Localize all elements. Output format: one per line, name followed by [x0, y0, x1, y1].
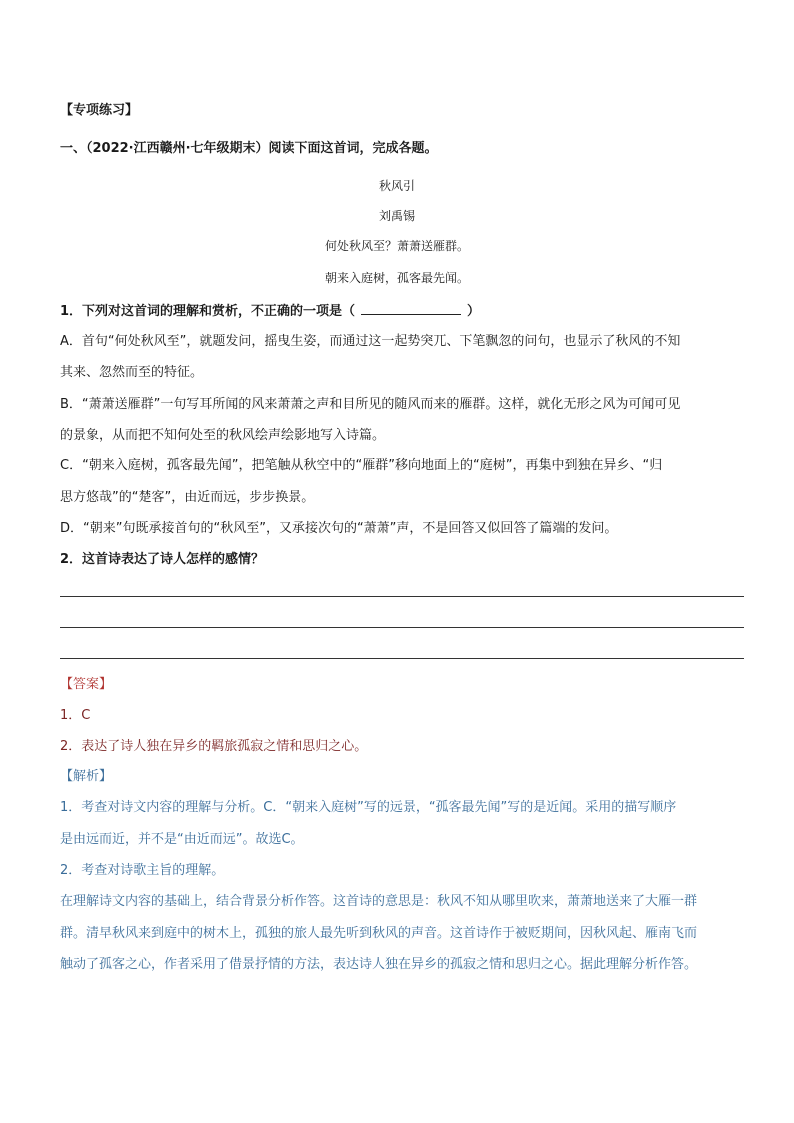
option-b-line-1: B．“萧萧送雁群”一句写耳所闻的风来萧萧之声和目所见的随风而来的雁群。这样，就化无形之风为可闻可见 — [60, 397, 681, 412]
answer-1: 1．C — [60, 708, 91, 723]
analysis-1-line-2: 是由远而近，并不是“由近而远”。故选C。 — [60, 832, 304, 847]
option-a-line-1: A．首句“何处秋风至”，就题发问，摇曳生姿，而通过这一起势突兀、下笔飘忽的问句，也显示了秋风的不知 — [60, 334, 681, 349]
option-c-line-1: C．“朝来入庭树，孤客最先闻”，把笔触从秋空中的“雁群”移向地面上的“庭树”，再集中到独在异乡、“归 — [60, 458, 663, 473]
analysis-tag: 【解析】 — [60, 769, 113, 784]
analysis-1-line-1: 1．考查对诗文内容的理解与分析。C．“朝来入庭树”写的远景，“孤客最先闻”写的是近闻。采用的描写顺序 — [60, 800, 677, 815]
option-d: D．“朝来”句既承接首句的“秋风至”，又承接次句的“萧萧”声，不是回答又似回答了篇端的发问。 — [60, 521, 618, 536]
question-intro: 一、（2022·江西赣州·七年级期末）阅读下面这首词，完成各题。 — [60, 141, 438, 156]
question-1-stem — [60, 300, 744, 322]
answer-tag: 【答案】 — [60, 677, 113, 692]
poem-line-1: 何处秋风至？萧萧送雁群。 — [324, 239, 469, 253]
answer-line-2 — [60, 627, 744, 628]
analysis-3-line-3: 触动了孤客之心，作者采用了借景抒情的方法，表达诗人独在异乡的孤寂之情和思归之心。据此理解分析作答。 — [60, 957, 698, 972]
option-a-line-2: 其来、忽然而至的特征。 — [60, 365, 204, 380]
answer-2: 2．表达了诗人独在异乡的羁旅孤寂之情和思归之心。 — [60, 739, 368, 754]
option-c-line-2: 思方悠哉”的“楚客”，由近而远，步步换景。 — [60, 490, 315, 505]
option-b-line-2: 的景象，从而把不知何处至的秋风绘声绘影地写入诗篇。 — [60, 428, 386, 443]
answer-line-1 — [60, 596, 744, 597]
poem-title: 秋风引 — [378, 179, 415, 193]
analysis-3-line-1: 在理解诗文内容的基础上，结合背景分析作答。这首诗的意思是：秋风不知从哪里吹来，萧萧地送来了大雁一群 — [60, 894, 698, 909]
poem-author: 刘禹锡 — [378, 209, 415, 223]
answer-blank — [361, 300, 461, 315]
answer-line-3 — [60, 658, 744, 659]
analysis-3-line-2: 群。清早秋风来到庭中的树木上，孤独的旅人最先听到秋风的声音。这首诗作于被贬期间，因秋风起、雁南飞而 — [60, 926, 698, 941]
section-title: 【专项练习】 — [60, 103, 139, 118]
question-2-stem: 2．这首诗表达了诗人怎样的感情？ — [60, 552, 265, 567]
analysis-2: 2．考查对诗歌主旨的理解。 — [60, 863, 225, 878]
question-1-stem-end: ） — [467, 304, 481, 319]
poem-line-2: 朝来入庭树，孤客最先闻。 — [324, 271, 469, 285]
question-1-stem-text: 1．下列对这首词的理解和赏析，不正确的一项是（ — [60, 304, 356, 319]
